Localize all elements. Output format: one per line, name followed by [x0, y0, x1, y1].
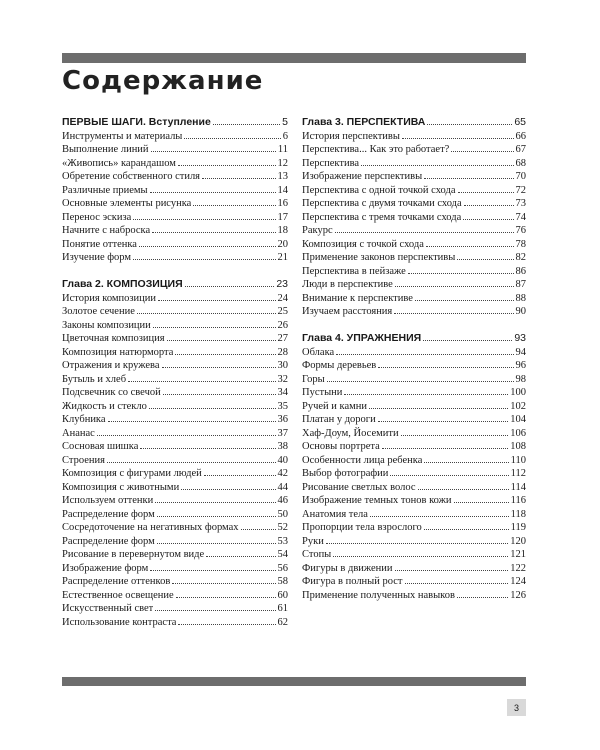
- toc-entry[interactable]: [62, 589, 288, 603]
- entry-title: Рисование светлых волос: [302, 481, 416, 493]
- entry-page-number: 76: [515, 225, 526, 236]
- entry-page-number: 73: [515, 198, 526, 209]
- entry-page-number: 20: [277, 238, 288, 250]
- entry-page-number: 62: [277, 616, 288, 628]
- entry-page-number: 70: [515, 171, 526, 182]
- dot-leader: [162, 367, 276, 368]
- toc-entry[interactable]: [302, 508, 526, 522]
- entry-title: Золотое сечение: [62, 306, 135, 317]
- dot-leader: [151, 151, 276, 152]
- entry-page-number: 34: [277, 387, 288, 398]
- entry-title: История композиции: [62, 292, 157, 304]
- entry-page-number: 50: [277, 508, 288, 520]
- entry-title: Хаф-Доум, Йосемити: [302, 427, 399, 439]
- entry-page-number: 12: [277, 157, 288, 169]
- entry-page-number: 110: [510, 454, 526, 466]
- entry-title: Перспектива в пейзаже: [302, 265, 406, 277]
- toc-entry[interactable]: [62, 440, 288, 454]
- toc-entry[interactable]: [302, 157, 526, 171]
- entry-page-number: 52: [277, 522, 288, 533]
- toc-entry[interactable]: [62, 197, 288, 211]
- dot-leader: [133, 219, 275, 220]
- toc-entry[interactable]: [62, 427, 288, 441]
- entry-page-number: 100: [510, 387, 526, 398]
- toc-entry[interactable]: [62, 332, 288, 346]
- entry-page-number: 58: [277, 576, 288, 587]
- entry-title: Перспектива... Как это работает?: [302, 144, 450, 155]
- entry-title: Руки: [302, 535, 324, 547]
- dot-leader: [193, 205, 275, 206]
- entry-title: Использование контраста: [62, 616, 177, 628]
- dot-leader: [175, 354, 275, 355]
- entry-page-number: 25: [277, 306, 288, 317]
- entry-page-number: 21: [277, 252, 288, 263]
- toc-entry[interactable]: [62, 251, 288, 265]
- dot-leader: [464, 205, 514, 206]
- dot-leader: [157, 543, 276, 544]
- toc-entry[interactable]: [62, 211, 288, 225]
- entry-page-number: 16: [277, 198, 288, 209]
- entry-page-number: 17: [277, 211, 288, 223]
- entry-title: Композиция натюрморта: [62, 346, 174, 358]
- toc-entry[interactable]: [302, 427, 526, 441]
- entry-title: Используем оттенки: [62, 495, 154, 506]
- dot-leader: [157, 516, 276, 517]
- entry-page-number: 54: [277, 549, 288, 560]
- dot-leader: [158, 300, 275, 301]
- toc-entry[interactable]: [62, 616, 288, 630]
- entry-title: Инструменты и материалы: [62, 130, 183, 142]
- entry-page-number: 60: [277, 589, 288, 601]
- dot-leader: [415, 300, 514, 301]
- entry-title: Распределение форм: [62, 535, 155, 547]
- toc-entry[interactable]: [302, 481, 526, 495]
- entry-page-number: 114: [510, 481, 526, 493]
- dot-leader: [454, 502, 509, 503]
- entry-title: Жидкость и стекло: [62, 400, 147, 412]
- page-title: Содержание: [62, 66, 264, 96]
- entry-page-number: 126: [510, 589, 526, 601]
- page-number: 3: [507, 699, 526, 716]
- toc-entry[interactable]: [302, 184, 526, 198]
- entry-title: Распределение оттенков: [62, 576, 171, 587]
- toc-entry[interactable]: [302, 130, 526, 144]
- entry-title: Горы: [302, 373, 325, 385]
- toc-entry[interactable]: [62, 400, 288, 414]
- entry-page-number: 90: [515, 306, 526, 317]
- entry-page-number: 6: [282, 130, 288, 142]
- entry-title: Подсвечник со свечой: [62, 387, 161, 398]
- toc-entry[interactable]: [62, 373, 288, 387]
- dot-leader: [149, 408, 276, 409]
- entry-title: Перенос эскиза: [62, 211, 132, 223]
- dot-leader: [167, 340, 276, 341]
- dot-leader: [401, 435, 509, 436]
- entry-page-number: 38: [277, 441, 288, 452]
- entry-title: История перспективы: [302, 130, 400, 142]
- entry-title: Особенности лица ребенка: [302, 454, 423, 466]
- dot-leader: [172, 583, 275, 584]
- toc-entry[interactable]: [302, 562, 526, 576]
- toc-entry[interactable]: [302, 494, 526, 508]
- entry-title: Сосновая шишка: [62, 441, 139, 452]
- entry-page-number: 5: [282, 116, 288, 128]
- entry-title: Отражения и кружева: [62, 360, 160, 371]
- dot-leader: [395, 570, 509, 571]
- entry-page-number: 96: [515, 360, 526, 371]
- dot-leader: [390, 475, 508, 476]
- entry-page-number: 72: [515, 184, 526, 196]
- entry-title: Внимание к перспективе: [302, 292, 413, 304]
- entry-page-number: 24: [277, 292, 288, 304]
- dot-leader: [327, 381, 514, 382]
- entry-page-number: 119: [510, 522, 526, 533]
- entry-title: Анатомия тела: [302, 508, 368, 520]
- entry-title: ПЕРВЫЕ ШАГИ. Вступление: [62, 116, 211, 128]
- dot-leader: [361, 165, 513, 166]
- entry-page-number: 106: [510, 427, 526, 439]
- toc-entry[interactable]: [302, 278, 526, 292]
- entry-page-number: 68: [515, 157, 526, 169]
- dot-leader: [163, 394, 276, 395]
- entry-title: Цветочная композиция: [62, 333, 165, 344]
- entry-page-number: 28: [277, 346, 288, 358]
- entry-title: Пропорции тела взрослого: [302, 522, 422, 533]
- dot-leader: [108, 421, 276, 422]
- toc-entry[interactable]: [302, 359, 526, 373]
- toc-entry[interactable]: [62, 413, 288, 427]
- toc-entry[interactable]: [62, 359, 288, 373]
- entry-page-number: 23: [276, 278, 288, 290]
- toc-entry[interactable]: [62, 346, 288, 360]
- toc-entry[interactable]: [62, 508, 288, 522]
- entry-page-number: 30: [277, 360, 288, 371]
- toc-entry[interactable]: [302, 535, 526, 549]
- dot-leader: [184, 138, 280, 139]
- entry-title: Платан у дороги: [302, 414, 376, 425]
- bottom-divider-bar: [62, 677, 526, 686]
- entry-page-number: 98: [515, 373, 526, 385]
- entry-page-number: 53: [277, 535, 288, 547]
- dot-leader: [139, 246, 276, 247]
- dot-leader: [378, 367, 513, 368]
- toc-entry[interactable]: [62, 602, 288, 616]
- toc-entry[interactable]: [62, 143, 288, 157]
- entry-title: Люди в перспективе: [302, 279, 393, 290]
- entry-title: Основные элементы рисунка: [62, 198, 192, 209]
- dot-leader: [326, 543, 508, 544]
- toc-entry[interactable]: [302, 251, 526, 265]
- toc-entry[interactable]: [62, 454, 288, 468]
- dot-leader: [178, 624, 275, 625]
- toc-entry[interactable]: [62, 157, 288, 171]
- entry-page-number: 36: [277, 414, 288, 425]
- dot-leader: [418, 489, 509, 490]
- entry-title: Рисование в перевернутом виде: [62, 549, 205, 560]
- dot-leader: [426, 246, 514, 247]
- toc-entry[interactable]: [62, 130, 288, 144]
- entry-page-number: 42: [277, 468, 288, 479]
- toc-left-column: [62, 116, 288, 629]
- chapter-heading[interactable]: [62, 278, 288, 292]
- dot-leader: [137, 313, 276, 314]
- toc-entry[interactable]: [302, 386, 526, 400]
- entry-title: Начните с наброска: [62, 225, 151, 236]
- dot-leader: [206, 556, 275, 557]
- entry-page-number: 87: [515, 279, 526, 290]
- dot-leader: [369, 408, 508, 409]
- entry-title: Ананас: [62, 427, 95, 439]
- dot-leader: [155, 502, 275, 503]
- toc-entry[interactable]: [302, 265, 526, 279]
- dot-leader: [181, 489, 275, 490]
- toc-entry[interactable]: [62, 548, 288, 562]
- entry-page-number: 124: [510, 576, 526, 587]
- dot-leader: [336, 354, 513, 355]
- chapter-heading[interactable]: [302, 116, 526, 130]
- entry-title: Естественное освещение: [62, 589, 174, 601]
- toc-entry[interactable]: [302, 440, 526, 454]
- toc-entry[interactable]: [302, 211, 526, 225]
- entry-page-number: 56: [277, 562, 288, 574]
- entry-title: Ракурс: [302, 225, 333, 236]
- entry-page-number: 120: [510, 535, 526, 547]
- entry-page-number: 102: [510, 400, 526, 412]
- toc-entry[interactable]: [62, 238, 288, 252]
- entry-title: Перспектива с тремя точками схода: [302, 211, 462, 223]
- entry-title: Формы деревьев: [302, 360, 377, 371]
- dot-leader: [107, 462, 276, 463]
- entry-title: Композиция с точкой схода: [302, 238, 424, 250]
- dot-leader: [405, 583, 509, 584]
- entry-title: Ручей и камни: [302, 400, 368, 412]
- dot-leader: [457, 259, 513, 260]
- entry-title: «Живопись» карандашом: [62, 157, 176, 169]
- toc-entry[interactable]: [302, 238, 526, 252]
- entry-page-number: 26: [277, 319, 288, 331]
- entry-page-number: 14: [277, 184, 288, 196]
- toc-entry[interactable]: [302, 467, 526, 481]
- entry-page-number: 88: [515, 292, 526, 304]
- entry-page-number: 86: [515, 265, 526, 277]
- toc-entry[interactable]: [302, 143, 526, 157]
- dot-leader: [408, 273, 514, 274]
- entry-page-number: 82: [515, 252, 526, 263]
- entry-title: Клубника: [62, 414, 106, 425]
- entry-page-number: 122: [510, 562, 526, 574]
- toc-entry[interactable]: [62, 386, 288, 400]
- dot-leader: [202, 178, 275, 179]
- dot-leader: [424, 178, 513, 179]
- dot-leader: [133, 259, 275, 260]
- dot-leader: [153, 327, 276, 328]
- entry-page-number: 66: [515, 130, 526, 142]
- dot-leader: [152, 232, 275, 233]
- toc-entry[interactable]: [302, 548, 526, 562]
- entry-page-number: 104: [510, 414, 526, 425]
- section-gap: [302, 319, 526, 333]
- dot-leader: [402, 138, 514, 139]
- entry-page-number: 11: [277, 144, 288, 155]
- entry-title: Изучение форм: [62, 252, 132, 263]
- entry-page-number: 40: [277, 454, 288, 466]
- entry-page-number: 93: [514, 332, 526, 344]
- entry-title: Бутыль и хлеб: [62, 373, 127, 385]
- entry-title: Основы портрета: [302, 441, 380, 452]
- dot-leader: [451, 151, 513, 152]
- entry-title: Строения: [62, 454, 105, 466]
- toc-entry[interactable]: [302, 373, 526, 387]
- dot-leader: [382, 448, 509, 449]
- entry-title: Понятие оттенка: [62, 238, 137, 250]
- entry-title: Изучаем расстояния: [302, 306, 393, 317]
- dot-leader: [424, 529, 509, 530]
- toc-entry[interactable]: [62, 305, 288, 319]
- dot-leader: [204, 475, 276, 476]
- dot-leader: [213, 124, 280, 125]
- toc-entry[interactable]: [302, 521, 526, 535]
- entry-title: Глава 3. ПЕРСПЕКТИВА: [302, 116, 426, 128]
- entry-title: Выполнение линий: [62, 144, 149, 155]
- toc-entry[interactable]: [302, 170, 526, 184]
- dot-leader: [155, 610, 275, 611]
- entry-page-number: 46: [277, 495, 288, 506]
- toc-entry[interactable]: [62, 562, 288, 576]
- entry-title: Пустыни: [302, 387, 343, 398]
- entry-page-number: 94: [515, 346, 526, 358]
- dot-leader: [335, 232, 514, 233]
- dot-leader: [370, 516, 509, 517]
- dot-leader: [344, 394, 508, 395]
- dot-leader: [333, 556, 508, 557]
- entry-page-number: 121: [510, 549, 526, 560]
- toc-entry[interactable]: [302, 197, 526, 211]
- dot-leader: [378, 421, 509, 422]
- chapter-heading[interactable]: [302, 332, 526, 346]
- entry-title: Глава 2. КОМПОЗИЦИЯ: [62, 278, 183, 290]
- dot-leader: [185, 286, 275, 287]
- entry-title: Обретение собственного стиля: [62, 171, 201, 182]
- entry-page-number: 18: [277, 225, 288, 236]
- entry-page-number: 112: [510, 468, 526, 479]
- dot-leader: [424, 462, 508, 463]
- toc-entry[interactable]: [302, 413, 526, 427]
- dot-leader: [150, 192, 276, 193]
- dot-leader: [395, 286, 514, 287]
- entry-title: Перспектива с двумя точками схода: [302, 198, 462, 209]
- toc-entry[interactable]: [62, 575, 288, 589]
- entry-title: Композиция с животными: [62, 481, 180, 493]
- toc-entry[interactable]: [302, 224, 526, 238]
- toc-entry[interactable]: [62, 292, 288, 306]
- toc-entry[interactable]: [302, 575, 526, 589]
- entry-title: Законы композиции: [62, 319, 151, 331]
- entry-title: Выбор фотографии: [302, 468, 389, 479]
- toc-entry[interactable]: [302, 292, 526, 306]
- entry-title: Фигура в полный рост: [302, 576, 403, 587]
- toc-entry[interactable]: [62, 521, 288, 535]
- dot-leader: [463, 219, 513, 220]
- entry-page-number: 32: [277, 373, 288, 385]
- toc-entry[interactable]: [62, 224, 288, 238]
- entry-title: Распределение форм: [62, 508, 155, 520]
- entry-page-number: 61: [277, 603, 288, 614]
- entry-page-number: 74: [515, 211, 526, 223]
- dot-leader: [178, 165, 276, 166]
- dot-leader: [457, 597, 508, 598]
- dot-leader: [241, 529, 276, 530]
- entry-page-number: 67: [515, 144, 526, 155]
- entry-title: Глава 4. УПРАЖНЕНИЯ: [302, 332, 422, 344]
- entry-title: Различные приемы: [62, 184, 148, 196]
- entry-page-number: 35: [277, 400, 288, 412]
- toc-entry[interactable]: [62, 467, 288, 481]
- toc-entry[interactable]: [302, 400, 526, 414]
- entry-title: Облака: [302, 346, 335, 358]
- entry-title: Изображение перспективы: [302, 171, 423, 182]
- entry-title: Изображение форм: [62, 562, 149, 574]
- dot-leader: [128, 381, 275, 382]
- toc-right-column: [302, 116, 526, 602]
- dot-leader: [140, 448, 275, 449]
- chapter-heading[interactable]: [62, 116, 288, 130]
- section-gap: [62, 265, 288, 279]
- entry-page-number: 44: [277, 481, 288, 493]
- entry-title: Сосредоточение на негативных формах: [62, 522, 239, 533]
- dot-leader: [97, 435, 276, 436]
- entry-page-number: 118: [510, 508, 526, 520]
- entry-page-number: 27: [277, 333, 288, 344]
- entry-title: Перспектива с одной точкой схода: [302, 184, 456, 196]
- toc-entry[interactable]: [62, 481, 288, 495]
- toc-entry[interactable]: [302, 305, 526, 319]
- toc-entry[interactable]: [302, 589, 526, 603]
- dot-leader: [427, 124, 512, 125]
- toc-entry[interactable]: [302, 346, 526, 360]
- dot-leader: [150, 570, 275, 571]
- entry-title: Стопы: [302, 549, 332, 560]
- toc-entry[interactable]: [302, 454, 526, 468]
- entry-title: Композиция с фигурами людей: [62, 468, 202, 479]
- entry-page-number: 108: [510, 441, 526, 452]
- toc-entry[interactable]: [62, 319, 288, 333]
- toc-entry[interactable]: [62, 170, 288, 184]
- entry-page-number: 13: [277, 171, 288, 182]
- entry-page-number: 78: [515, 238, 526, 250]
- entry-title: Применение законов перспективы: [302, 252, 456, 263]
- dot-leader: [458, 192, 514, 193]
- dot-leader: [176, 597, 276, 598]
- entry-title: Изображение темных тонов кожи: [302, 495, 452, 506]
- toc-entry[interactable]: [62, 535, 288, 549]
- dot-leader: [394, 313, 513, 314]
- entry-title: Применение полученных навыков: [302, 589, 455, 601]
- top-divider-bar: [62, 53, 526, 63]
- entry-title: Искусственный свет: [62, 603, 154, 614]
- dot-leader: [423, 340, 512, 341]
- entry-page-number: 65: [514, 116, 526, 128]
- entry-title: Перспектива: [302, 157, 360, 169]
- entry-page-number: 37: [277, 427, 288, 439]
- entry-title: Фигуры в движении: [302, 562, 393, 574]
- toc-entry[interactable]: [62, 494, 288, 508]
- toc-entry[interactable]: [62, 184, 288, 198]
- entry-page-number: 116: [510, 495, 526, 506]
